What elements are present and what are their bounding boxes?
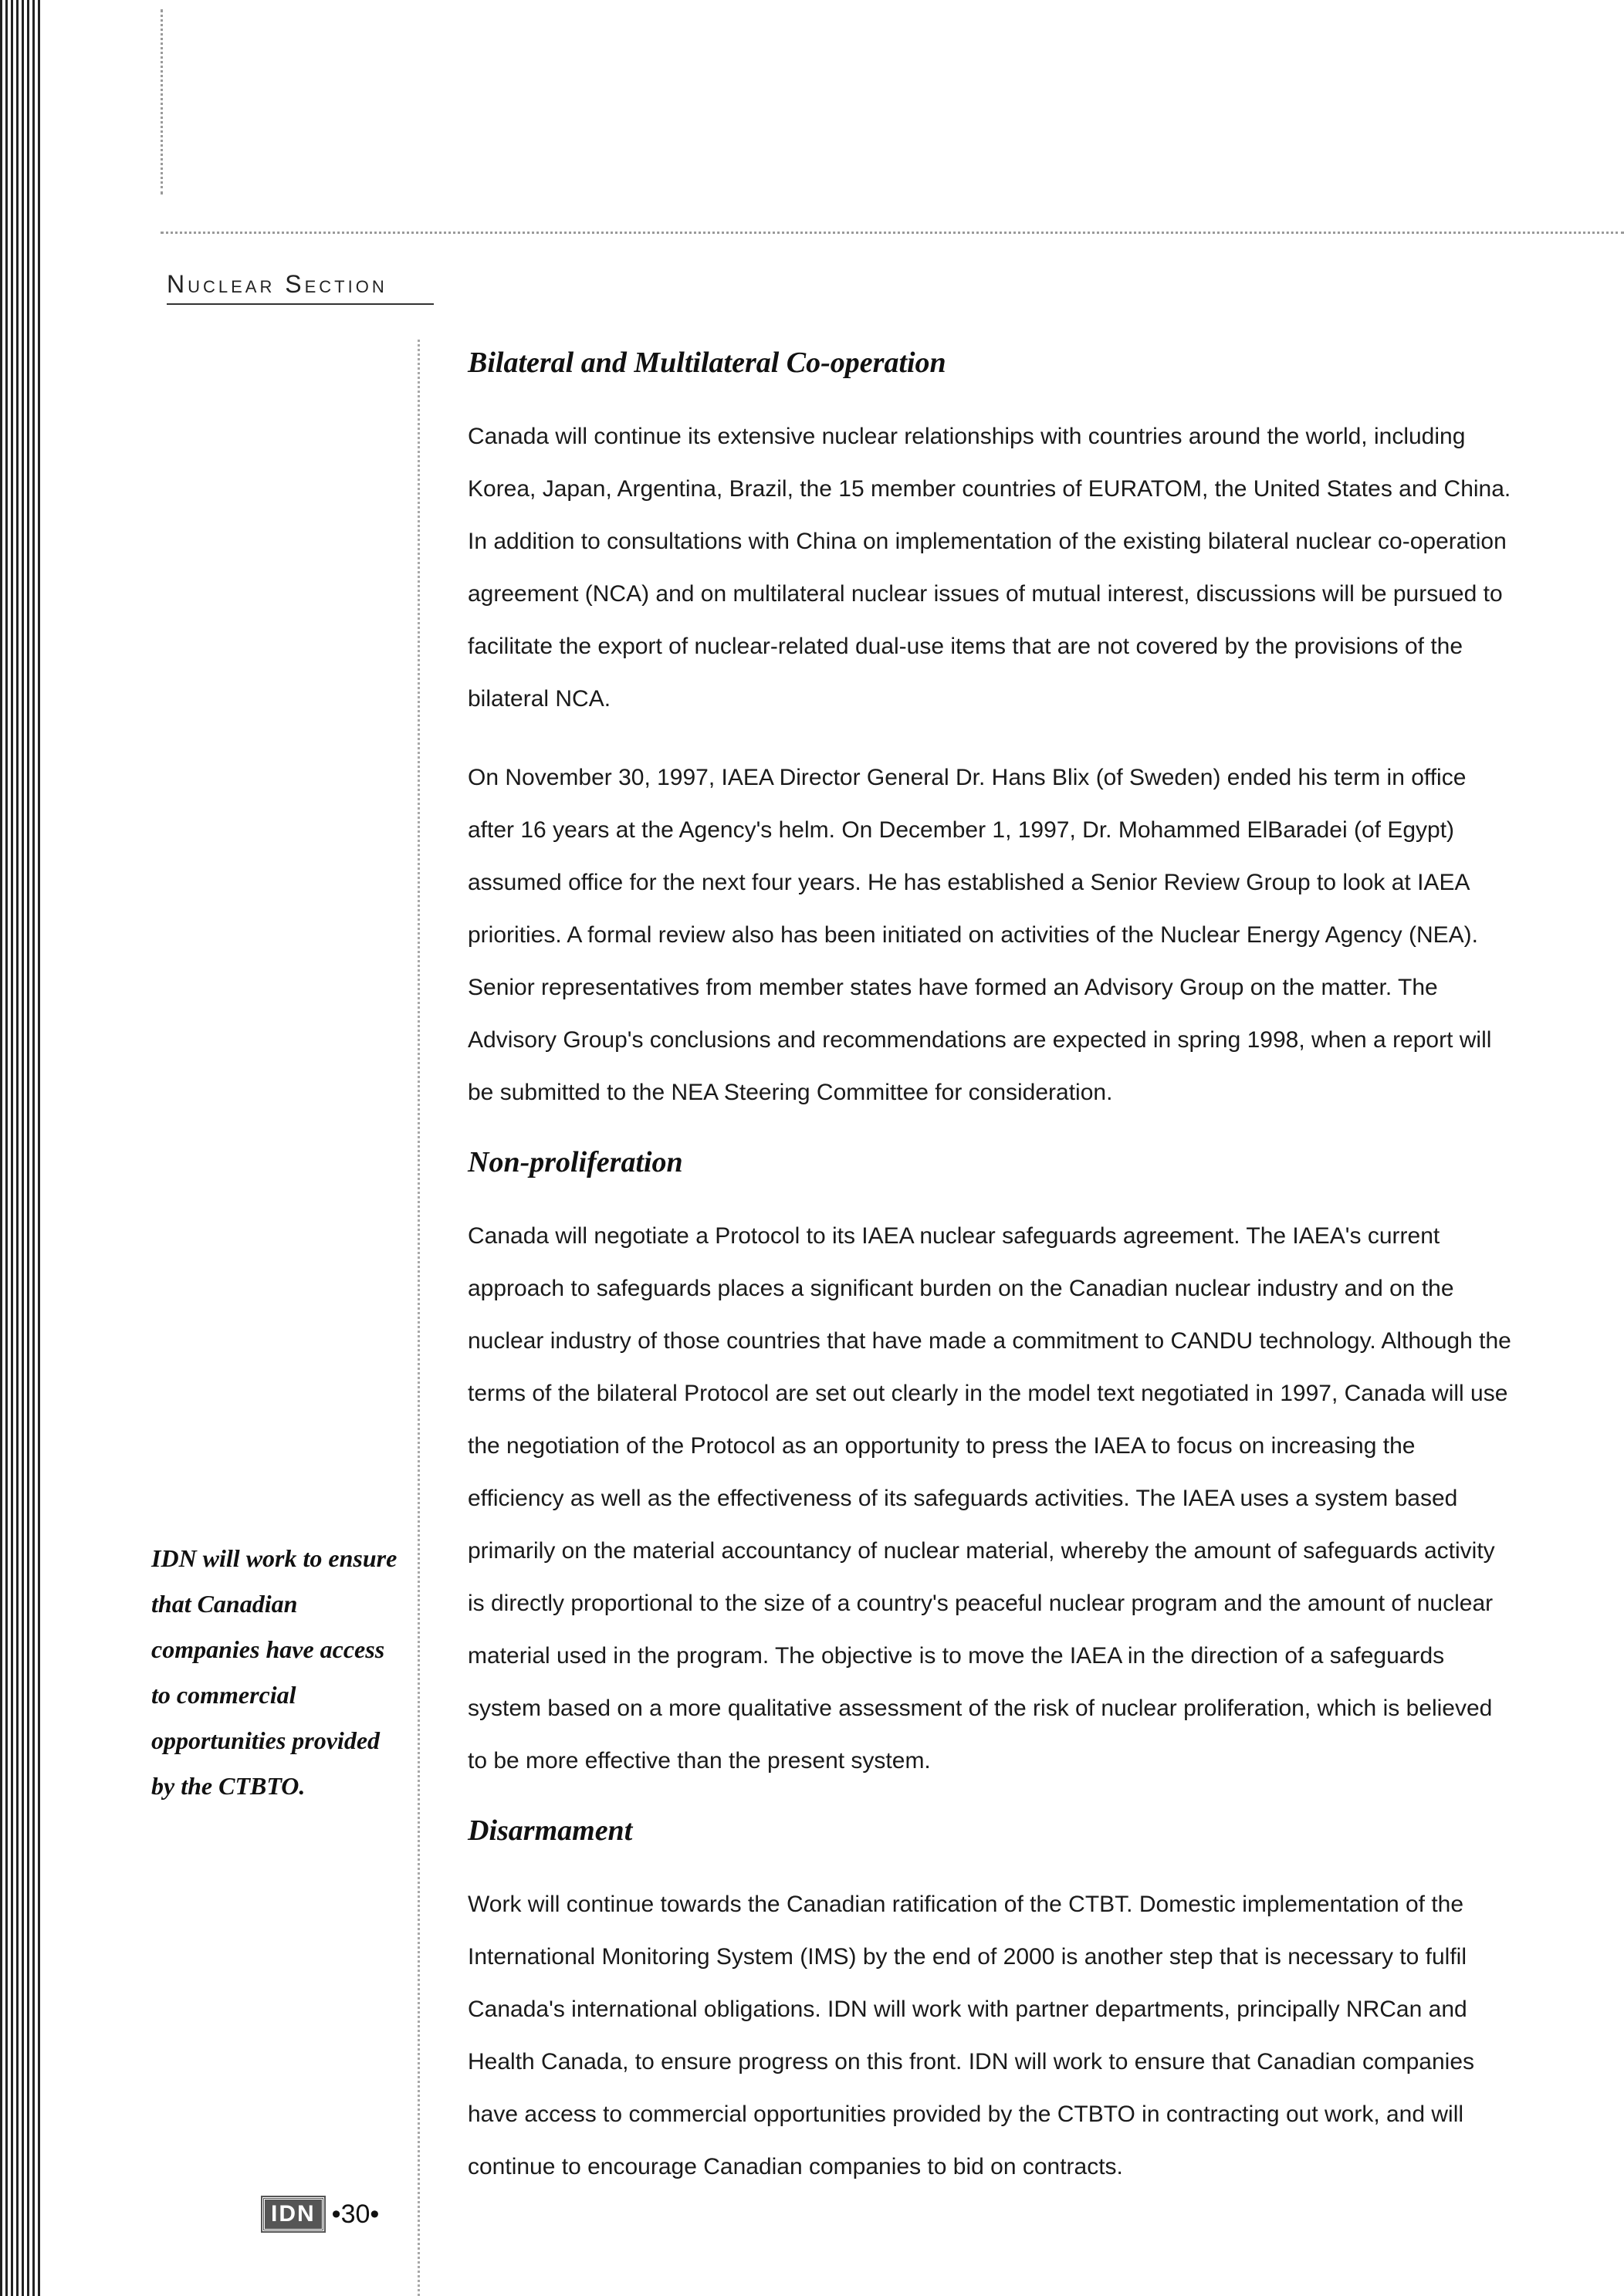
heading-bilateral: Bilateral and Multilateral Co-operation — [468, 347, 946, 379]
sidebar-pull-quote: IDN will work to ensure that Canadian companies have access to commercial opportunities provided by the CTBTO. — [151, 1544, 398, 1800]
section-header: Nuclear Section — [167, 270, 434, 305]
heading-non-proliferation: Non-proliferation — [468, 1146, 683, 1178]
main-content — [468, 346, 1517, 2220]
paragraph-bilateral-1: Canada will continue its extensive nuclear relationships with countries around the world, including Korea, Japan, Argentina, Brazil, the 15 member countries of EURATOM, the United States and China. In addition to consultations with China on implementation of the existing bilateral nuclear co-operation agreement (NCA) and on multilateral nuclear issues of mutual interest, discussions will be pursued to facilitate the export of nuclear-related dual-use items that are not covered by the provisions of the bilateral NCA. — [468, 424, 1511, 712]
heading-disarmament: Disarmament — [468, 1814, 633, 1847]
idn-logo: IDN — [262, 2197, 324, 2231]
dotted-rule-vertical-top — [161, 9, 163, 194]
binding-edge — [0, 0, 40, 2296]
paragraph-disarmament: Work will continue towards the Canadian ratification of the CTBT. Domestic implementation of the International Monitoring System (IMS) by the end of 2000 is another step that is necessary to fulfil Canada's international obligations. IDN will work with partner departments, principally NRCan and Health Canada, to ensure progress on this front. IDN will work to ensure that Canadian companies have access to commercial opportunities provided by the CTBTO in contracting out work, and will continue to encourage Canadian companies to bid on contracts. — [468, 1892, 1475, 2179]
paragraph-non-proliferation: Canada will negotiate a Protocol to its IAEA nuclear safeguards agreement. The IAEA's current approach to safeguards places a significant burden on the Canadian nuclear industry and on the nuclear industry of those countries that have made a commitment to CANDU technology. Although the terms of the bilateral Protocol are set out clearly in the model text negotiated in 1997, Canada will use the negotiation of the Protocol as an opportunity to press the IAEA to focus on increasing the efficiency as well as the effectiveness of its safeguards activities. The IAEA uses a system based primarily on the material accountancy of nuclear material, whereby the amount of safeguards activity is directly proportional to the size of a country's peaceful nuclear program and the amount of nuclear material used in the program. The objective is to move the IAEA in the direction of a safeguards system based on a more qualitative assessment of the risk of nuclear proliferation, which is believed to be more effective than the present system. — [468, 1223, 1511, 1774]
dotted-rule-vertical-main — [418, 340, 420, 2296]
paragraph-bilateral-2: On November 30, 1997, IAEA Director General Dr. Hans Blix (of Sweden) ended his term in office after 16 years at the Agency's helm. On December 1, 1997, Dr. Mohammed ElBaradei (of Egypt) assumed office for the next four years. He has established a Senior Review Group to look at IAEA priorities. A formal review also has been initiated on activities of the Nuclear Energy Agency (NEA). Senior representatives from member states have formed an Advisory Group on the matter. The Advisory Group's conclusions and recommendations are expected in spring 1998, when a report will be submitted to the NEA Steering Committee for consideration. — [468, 765, 1492, 1105]
page-number: •30• — [331, 2199, 380, 2229]
dotted-rule-horizontal — [161, 232, 1624, 234]
page-footer — [262, 2197, 379, 2231]
